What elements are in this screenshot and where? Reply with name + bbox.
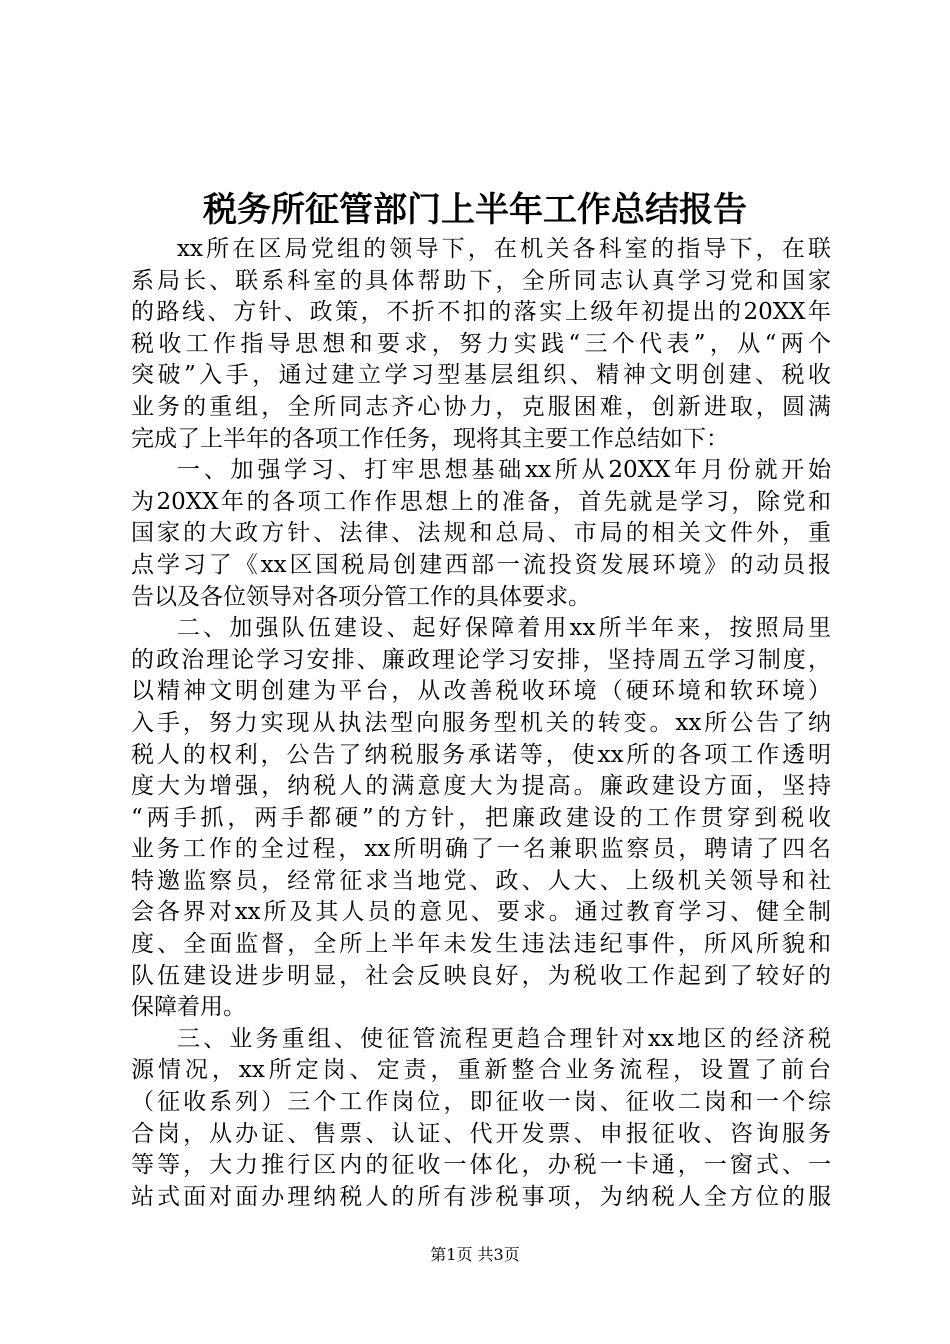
paragraph-line: 度大为增强，纳税人的满意度大为提高。廉政建设方面，坚持 — [131, 773, 831, 800]
paragraph-line: 业务的重组，全所同志齐心协力，克服困难，创新进取，圆满 — [131, 393, 831, 420]
paragraph-line: 站式面对面办理纳税人的所有涉税事项，为纳税人全方位的服 — [131, 1183, 831, 1210]
paragraph-line: 以精神文明创建为平台，从改善税收环境（硬环境和软环境） — [131, 678, 831, 705]
paragraph-line: 点学习了《xx区国税局创建西部一流投资发展环境》的动员报 — [131, 551, 831, 578]
paragraph-line: 国家的大政方针、法律、法规和总局、市局的相关文件外，重 — [131, 520, 831, 547]
paragraph-line: 业务工作的全过程，xx所明确了一名兼职监察员，聘请了四名 — [131, 836, 831, 863]
paragraph-line: 完成了上半年的各项工作任务，现将其主要工作总结如下： — [131, 425, 729, 452]
paragraph-line: 税收工作指导思想和要求，努力实践“三个代表”，从“两个 — [131, 330, 831, 357]
paragraph-line: 源情况，xx所定岗、定责，重新整合业务流程，设置了前台 — [131, 1057, 831, 1084]
paragraph-line: 等等，大力推行区内的征收一体化，办税一卡通，一窗式、一 — [131, 1152, 831, 1179]
page-number-footer: 第1页 共3页 — [430, 1245, 520, 1264]
paragraph-line: 的路线、方针、政策，不折不扣的落实上级年初提出的20XX年 — [131, 299, 831, 326]
paragraph-line: 度、全面监督，全所上半年未发生违法违纪事件，所风所貌和 — [131, 931, 831, 958]
document-body — [131, 234, 831, 1213]
section-heading-line: 一、加强学习、打牢思想基础xx所从20XX年月份就开始 — [177, 457, 831, 484]
paragraph-line: 系局长、联系科室的具体帮助下，全所同志认真学习党和国家 — [131, 267, 831, 294]
paragraph-line: xx所在区局党组的领导下，在机关各科室的指导下，在联 — [177, 236, 831, 262]
paragraph-line: 队伍建设进步明显，社会反映良好，为税收工作起到了较好的 — [131, 962, 831, 989]
paragraph-line: “两手抓，两手都硬”的方针，把廉政建设的工作贯穿到税收 — [131, 804, 831, 831]
paragraph-line: 告以及各位领导对各项分管工作的具体要求。 — [131, 583, 591, 610]
paragraph-line: 税人的权利，公告了纳税服务承诺等，使xx所的各项工作透明 — [131, 741, 831, 768]
paragraph-line: 特邀监察员，经常征求当地党、政、人大、上级机关领导和社 — [131, 867, 831, 894]
document-title: 税务所征管部门上半年工作总结报告 — [203, 190, 747, 230]
section-heading-line: 三、业务重组、使征管流程更趋合理针对xx地区的经济税 — [177, 1025, 831, 1052]
section-heading-line: 二、加强队伍建设、起好保障着用xx所半年来，按照局里 — [177, 615, 831, 642]
paragraph-line: 合岗，从办证、售票、认证、代开发票、申报征收、咨询服务 — [131, 1120, 831, 1147]
paragraph-line: 保障着用。 — [131, 994, 246, 1021]
paragraph-line: 会各界对xx所及其人员的意见、要求。通过教育学习、健全制 — [131, 899, 831, 926]
paragraph-line: 为20XX年的各项工作作思想上的准备，首先就是学习，除党和 — [131, 488, 831, 515]
paragraph-line: （征收系列）三个工作岗位，即征收一岗、征收二岗和一个综 — [131, 1089, 831, 1116]
paragraph-line: 的政治理论学习安排、廉政理论学习安排，坚持周五学习制度， — [131, 646, 831, 673]
paragraph-line: 入手，努力实现从执法型向服务型机关的转变。xx所公告了纳 — [131, 709, 831, 736]
paragraph-line: 突破”入手，通过建立学习型基层组织、精神文明创建、税收 — [131, 362, 831, 389]
